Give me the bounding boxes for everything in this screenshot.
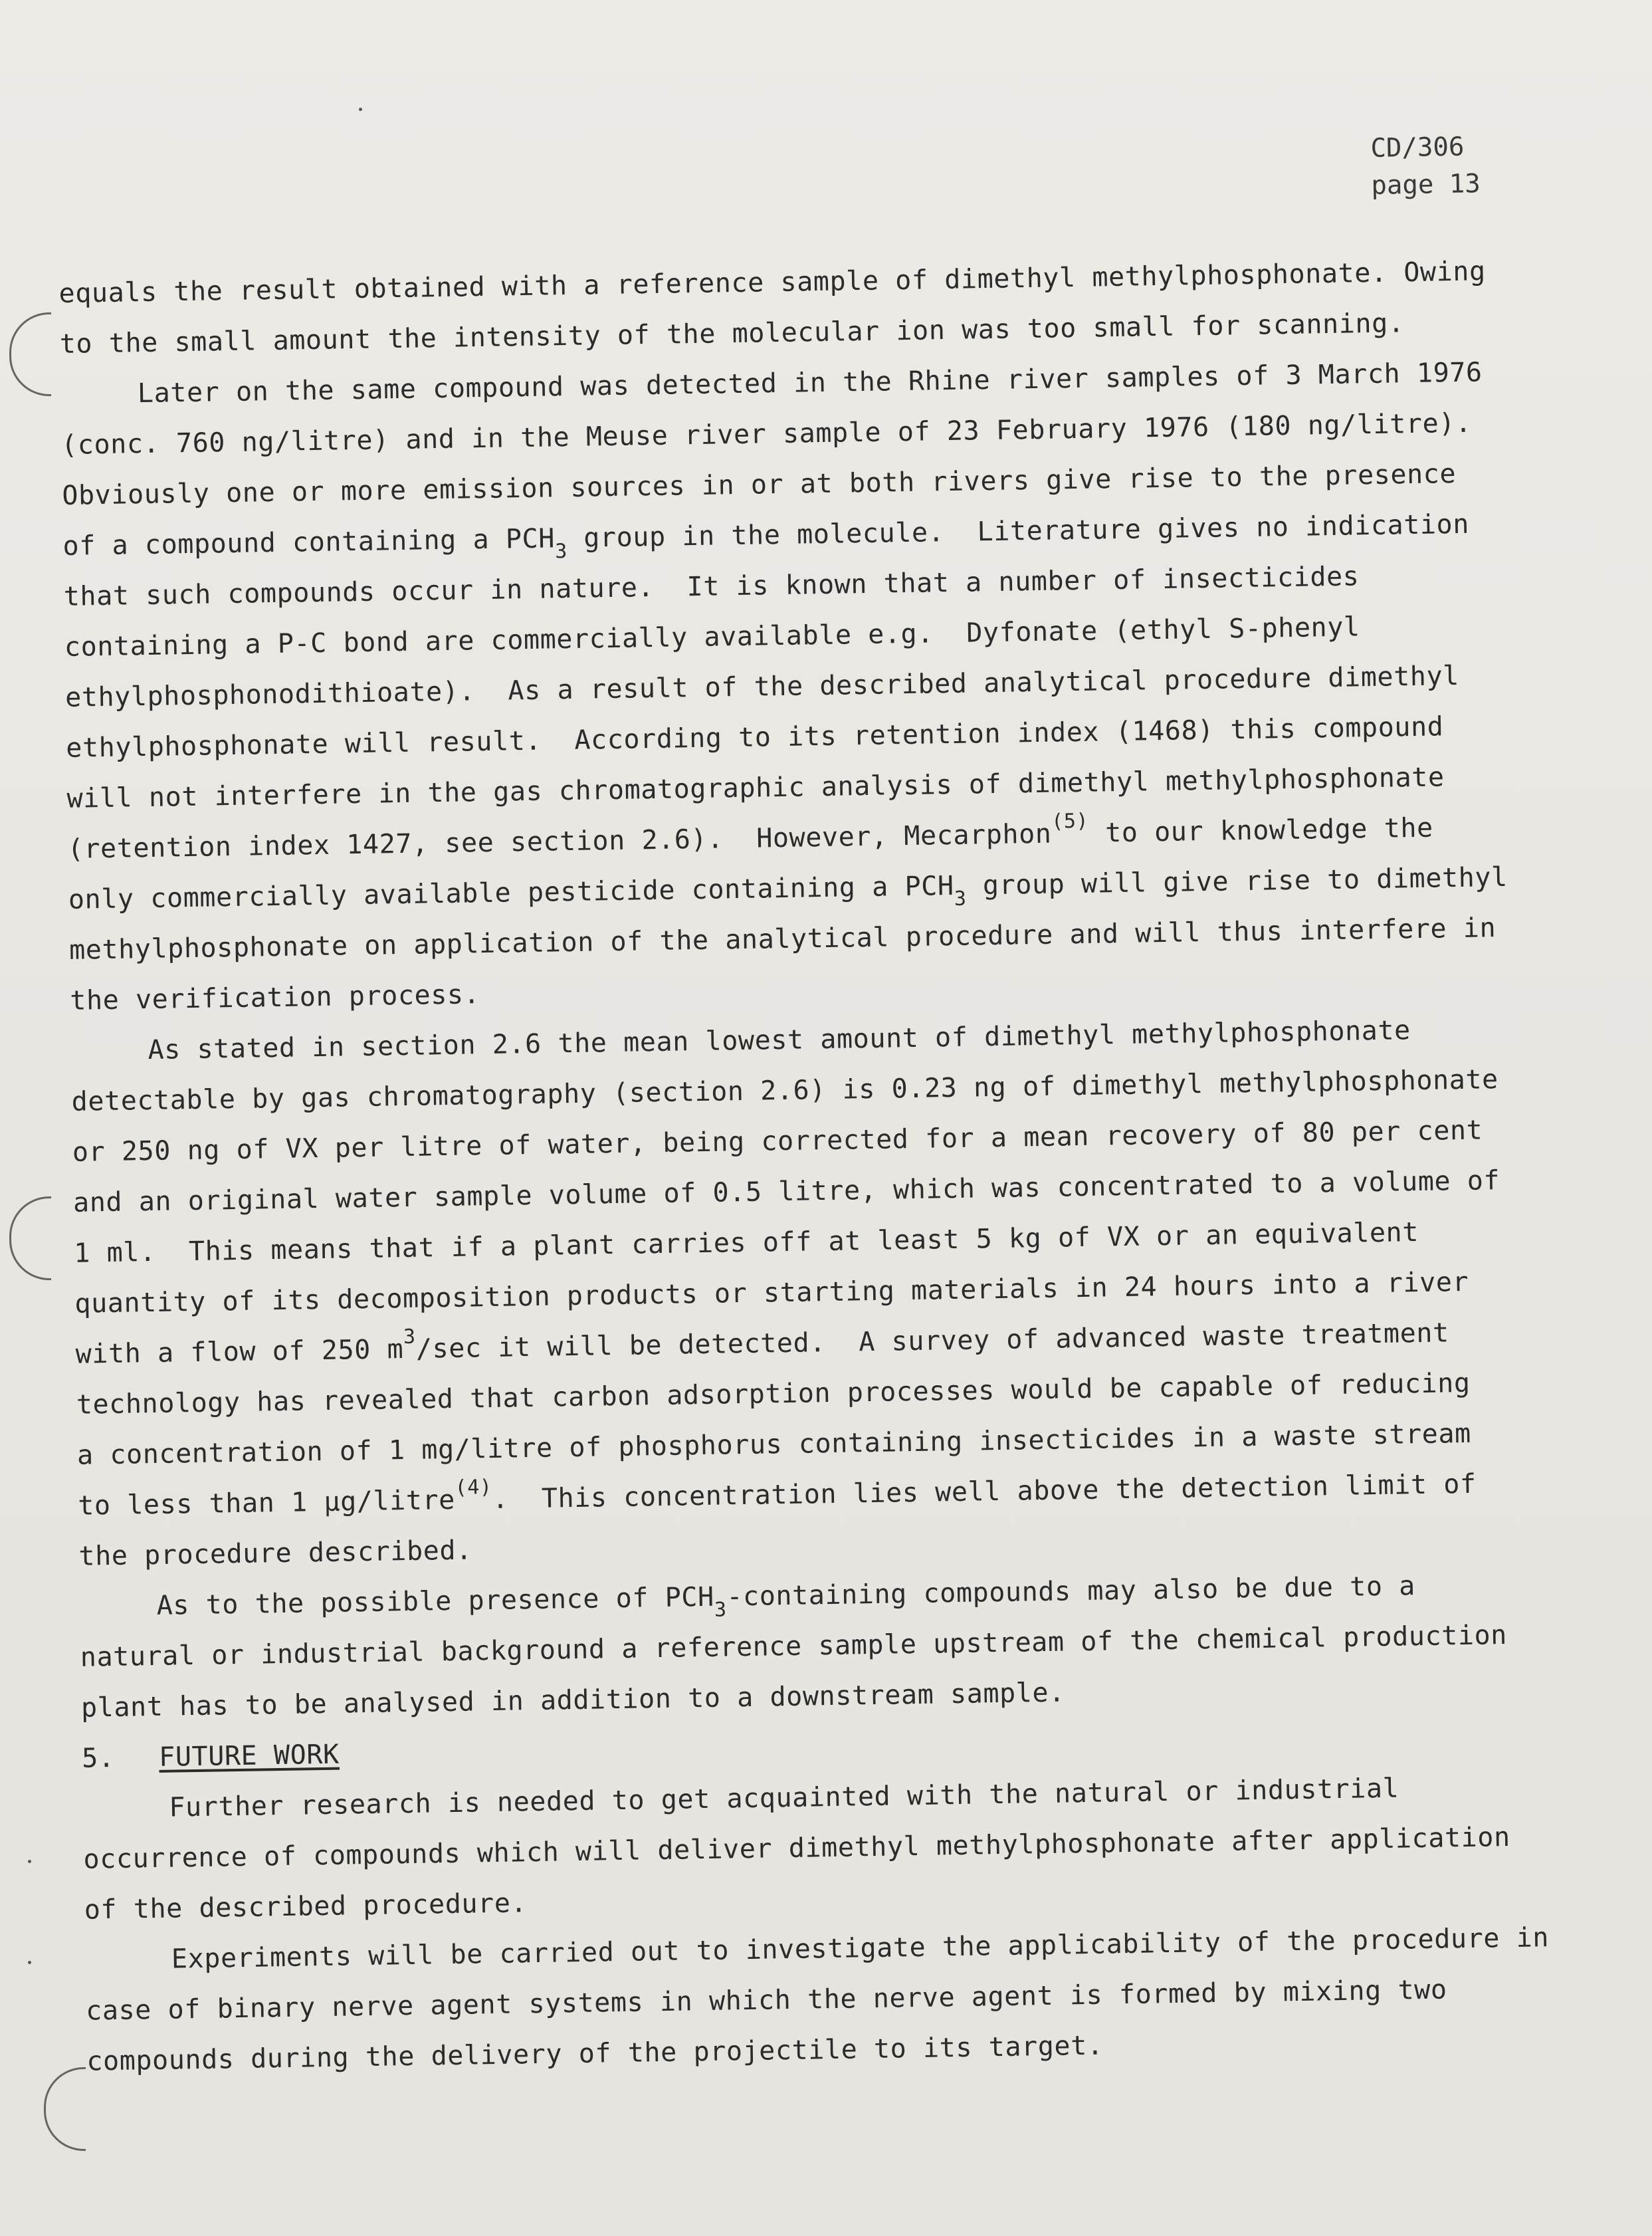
speck [28,1860,31,1863]
text-line: to less than 1 μg/litre$^{(4)}$. This concentration lies well above the detection limit of [77,1468,1477,1521]
subscript: 3 [554,540,568,564]
binder-hole-mark [44,2067,86,2151]
text-line: natural or industrial background a reference sample upstream of the chemical production [80,1620,1508,1673]
document-reference: CD/306 [1370,132,1465,164]
paragraph-start: As to the possible presence of $PCH_3$-containing compounds may also be due to a [156,1571,1416,1622]
text-line: a concentration of 1 mg/litre of phosphorus containing insecticides in a waste stream [76,1418,1472,1471]
text-line: technology has revealed that carbon adsorption processes would be capable of reducing [76,1367,1471,1420]
text-line: will not interfere in the gas chromatographic analysis of dimethyl methylphosphonate [66,762,1445,814]
reference-superscript: (5) [1051,809,1089,834]
text-line: and an original water sample volume of 0.5 litre, which was concentrated to a volume of [72,1165,1500,1218]
speck [359,108,362,111]
paragraph-start: Later on the same compound was detected in the Rhine river samples of 3 March 1976 [137,357,1483,409]
section-title: FUTURE WORK [158,1739,340,1773]
page-number: page 13 [1371,169,1481,201]
binder-hole-mark [9,1196,51,1280]
text-line: only commercially available pesticide containing a $PCH_3$ group will give rise to dimethyl [68,861,1508,915]
text-line: quantity of its decomposition products or starting materials in 24 hours into a river [74,1266,1469,1319]
page-header [1370,128,1481,205]
text-line: methylphosphonate on application of the analytical procedure and will thus interfere in [68,913,1497,966]
superscript: 3 [403,1325,416,1349]
text-line: that such compounds occur in nature. It is known that a number of insecticides [63,561,1360,612]
text-line: case of binary nerve agent systems in which the nerve agent is formed by mixing two [85,1974,1447,2027]
text-line: to the small amount the intensity of the molecular ion was too small for scanning. [59,308,1405,360]
text-line: of a compound containing a $PCH_3$ group in the molecule. Literature gives no indication [62,508,1470,564]
subscript: 3 [954,887,967,911]
text-line: or 250 ng of VX per litre of water, being corrected for a mean recovery of 80 per cent [72,1115,1483,1168]
text-line: the procedure described. [78,1535,473,1572]
paragraph-start: Further research is needed to get acquainted with the natural or industrial [169,1773,1399,1823]
section-number: 5. [81,1742,115,1774]
text-line: Obviously one or more emission sources in or at both rivers give rise to the presence [62,459,1457,511]
binder-hole-mark [9,312,51,396]
reference-superscript: (4) [455,1475,492,1500]
text-line: compounds during the delivery of the projectile to its target. [86,2030,1104,2077]
text-line: occurrence of compounds which will deliver dimethyl methylphosphonate after application [83,1821,1511,1875]
text-line: the verification process. [69,979,480,1016]
text-line: detectable by gas chromatography (section 2.6) is 0.23 ng of dimethyl methylphosphonate [71,1064,1499,1117]
text-line: (conc. 760 ng/litre) and in the Meuse river sample of 23 February 1976 (180 ng/litre). [60,407,1472,461]
text-line: of the described procedure. [84,1888,528,1926]
text-line: 1 ml. This means that if a plant carries off at least 5 kg of VX or an equivalent [73,1217,1419,1269]
text-line: equals the result obtained with a reference sample of dimethyl methylphosphonate. Owing [58,256,1487,309]
text-line: (retention index 1427, see section 2.6). However, Mecarphon$^{(5)}$ to our knowledge the [67,809,1434,865]
text-line: ethylphosphonodithioate). As a result of the described analytical procedure dimethyl [64,660,1460,713]
paragraph-start: As stated in section 2.6 the mean lowest amount of dimethyl methylphosphonate [148,1015,1411,1066]
text-line: with a flow of 250 $m^3/\sec$ it will be detected. A survey of advanced waste treatment [75,1317,1450,1370]
paragraph-start: Experiments will be carried out to investigate the applicability of the procedure in [171,1922,1550,1975]
speck [28,1961,31,1964]
subscript: 3 [714,1598,727,1622]
text-line: plant has to be analysed in addition to a downstream sample. [80,1677,1066,1724]
text-line: ethylphosphonate will result. According to its retention index (1468) this compound [65,711,1444,764]
body-text [58,245,1576,2087]
text-line: containing a P-C bond are commercially available e.g. Dyfonate (ethyl S-phenyl [64,612,1360,663]
